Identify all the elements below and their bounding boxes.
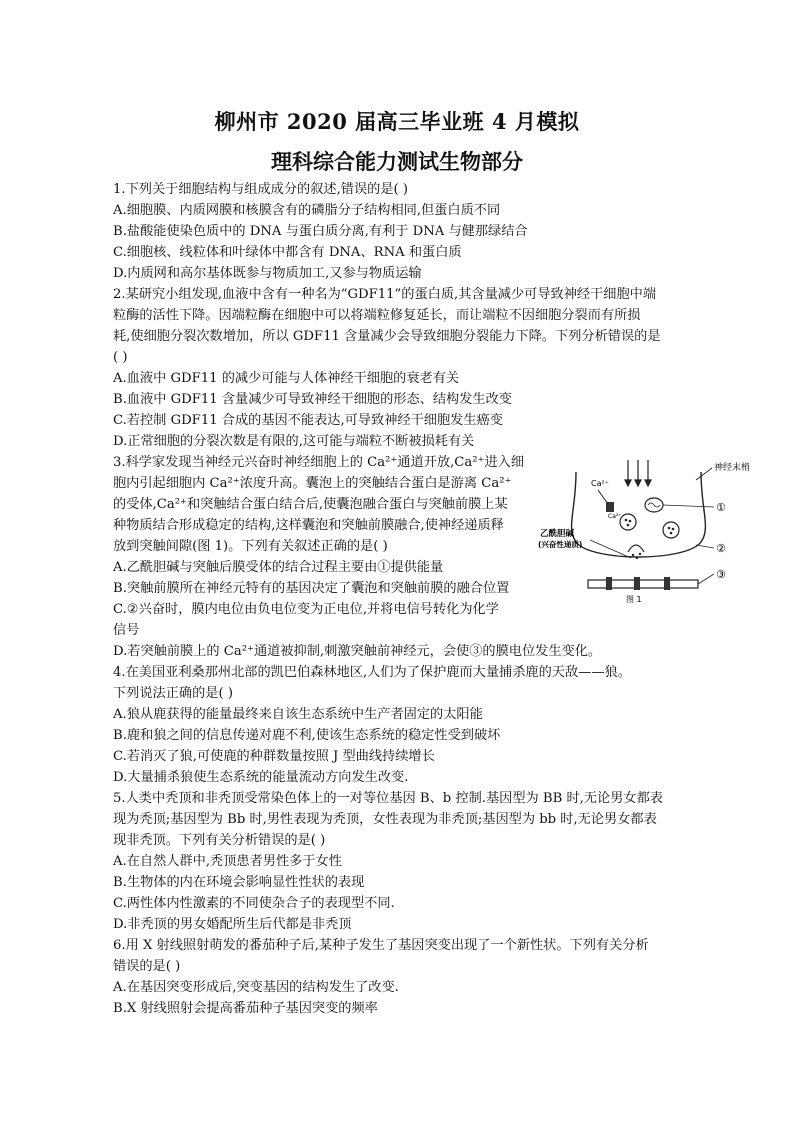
- q3-option-a: A.乙酰胆碱与突触后膜受体的结合过程主要由①提供能量: [113, 560, 444, 575]
- q2-option-c: C.若控制 GDF11 合成的基因不能表达,可导致神经干细胞发生癌变: [113, 413, 503, 428]
- q2-option-d: D.正常细胞的分裂次数是有限的,这可能与端粒不断被损耗有关: [113, 434, 475, 449]
- q6-stem-line1: 6.用 X 射线照射萌发的番茄种子后,某种子发生了基因突变出现了一个新性状。下列有关分析: [113, 938, 649, 953]
- vesicle-icon: [663, 522, 679, 538]
- q3-stem-line2: 胞内引起细胞内 Ca²⁺浓度升高。囊泡上的突触结合蛋白是游离 Ca²⁺: [113, 476, 512, 491]
- receptor-icon: [664, 577, 670, 590]
- impulse-arrows-icon: [625, 460, 651, 486]
- q1-option-c: C.细胞核、线粒体和叶绿体中都含有 DNA、RNA 和蛋白质: [113, 245, 462, 260]
- figure-ca-label: Ca²⁺: [591, 479, 609, 488]
- q4-option-c: C.若消灭了狼,可使鹿的种群数量按照 J 型曲线持续增长: [113, 749, 435, 764]
- q4-option-b: B.鹿和狼之间的信息传递对鹿不利,使该生态系统的稳定性受到破坏: [113, 728, 501, 743]
- q3-option-c-line2: 信号: [113, 623, 140, 638]
- q5-stem-line3: 现非秃顶。下列有关分析错误的是( ): [113, 833, 326, 848]
- figure-ca-inner-label: Ca²⁺: [608, 513, 622, 520]
- q4-option-a: A.狼从鹿获得的能量最终来自该生态系统中生产者固定的太阳能: [113, 707, 483, 722]
- q3-option-c-line1: C.②兴奋时，膜内电位由负电位变为正电位,并将电信号转化为化学: [113, 602, 499, 617]
- figure-caption: 图 1: [626, 595, 642, 604]
- q2-stem-line1: 2.某研究小组发现,血液中含有一种名为“GDF11”的蛋白质,其含量减少可导致神经干细胞中端: [113, 287, 657, 302]
- q2-stem-line4: ( ): [113, 350, 128, 365]
- q2-option-a: A.血液中 GDF11 的减少可能与人体神经干细胞的衰老有关: [113, 371, 460, 386]
- figure-marker-2: ②: [716, 542, 726, 555]
- q4-stem-line1: 4.在美国亚利桑那州北部的凯巴伯森林地区,人们为了保护鹿而大量捕杀鹿的天敌——狼。: [113, 665, 631, 680]
- q5-option-c: C.两性体内性激素的不同使杂合子的表现型不同.: [113, 896, 395, 911]
- ca-channel-icon: [606, 502, 614, 512]
- q3-option-d: D.若突触前膜上的 Ca²⁺通道被抑制,刺激突触前神经元，会使③的膜电位发生变化。: [113, 644, 602, 659]
- q1-stem: 1.下列关于细胞结构与组成成分的叙述,错误的是( ): [113, 182, 409, 197]
- q3-stem-line5: 放到突触间隙(图 1)。下列有关叙述正确的是( ): [113, 539, 388, 554]
- q5-stem-line1: 5.人类中秃顶和非秃顶受常染色体上的一对等位基因 B、b 控制.基因型为 BB 时,无论男女都表: [113, 791, 663, 806]
- figure-nerve-ending-label: 神经末梢: [714, 463, 751, 473]
- q1-option-a: A.细胞膜、内质网膜和核膜含有的磷脂分子结构相同,但蛋白质不同: [113, 203, 501, 218]
- ca-arrow-icon: [598, 490, 608, 504]
- q2-stem-line2: 粒酶的活性下降。因端粒酶在细胞中可以将端粒修复延长，而让端粒不因细胞分裂而有所损: [113, 308, 641, 323]
- receptor-icon: [634, 577, 640, 590]
- q6-option-b: B.X 射线照射会提高番茄种子基因突变的频率: [113, 1001, 378, 1016]
- q6-stem-line2: 错误的是( ): [113, 959, 181, 974]
- q2-stem-line3: 耗,使细胞分裂次数增加，所以 GDF11 含量减少会导致细胞分裂能力下降。下列分析错误的是: [113, 329, 661, 344]
- figure-marker-1: ①: [716, 501, 726, 514]
- vesicle-icon: [620, 514, 636, 530]
- q1-option-d: D.内质网和高尔基体既参与物质加工,又参与物质运输: [113, 266, 422, 281]
- q5-option-d: D.非秃顶的男女婚配所生后代都是非秃顶: [113, 917, 352, 932]
- postsynaptic-membrane: [588, 580, 698, 588]
- q3-stem-line1: 3.科学家发现当神经元兴奋时神经细胞上的 Ca²⁺通道开放,Ca²⁺进入细: [113, 455, 525, 470]
- figure-synapse: [536, 450, 790, 610]
- page-subtitle: 理科综合能力测试生物部分: [271, 149, 523, 174]
- q5-option-a: A.在自然人群中,秃顶患者男性多于女性: [113, 854, 342, 869]
- figure-marker-3: ③: [716, 568, 726, 581]
- fusing-vesicle-icon: [628, 545, 644, 552]
- figure-ach-label: 乙酰胆碱: [540, 529, 575, 539]
- page-title: 柳州市 2020 届高三毕业班 4 月模拟: [214, 109, 580, 134]
- q3-option-b: B.突触前膜所在神经元特有的基因决定了囊泡和突触前膜的融合位置: [113, 581, 510, 596]
- figure-ach-sublabel: (兴奋性递质): [538, 540, 583, 549]
- q4-option-d: D.大量捕杀狼使生态系统的能量流动方向发生改变.: [113, 770, 409, 785]
- receptor-icon: [606, 577, 612, 590]
- q5-option-b: B.生物体的内在环境会影响显性性状的表现: [113, 875, 365, 890]
- q3-stem-line4: 种物质结合形成稳定的结构,这样囊泡和突触前膜融合,使神经递质释: [113, 518, 504, 533]
- q3-stem-line3: 的受体,Ca²⁺和突触结合蛋白结合后,使囊泡融合蛋白与突触前膜上某: [113, 497, 508, 512]
- q6-option-a: A.在基因突变形成后,突变基因的结构发生了改变.: [113, 980, 399, 995]
- q2-option-b: B.血液中 GDF11 含量减少可导致神经干细胞的形态、结构发生改变: [113, 392, 512, 407]
- q5-stem-line2: 现为秃顶;基因型为 Bb 时,男性表现为秃顶，女性表现为非秃顶;基因型为 bb 时,无论男女都表: [113, 812, 657, 827]
- q1-option-b: B.盐酸能使染色质中的 DNA 与蛋白质分离,有利于 DNA 与健那绿结合: [113, 224, 528, 239]
- q4-stem-line2: 下列说法正确的是( ): [113, 686, 233, 701]
